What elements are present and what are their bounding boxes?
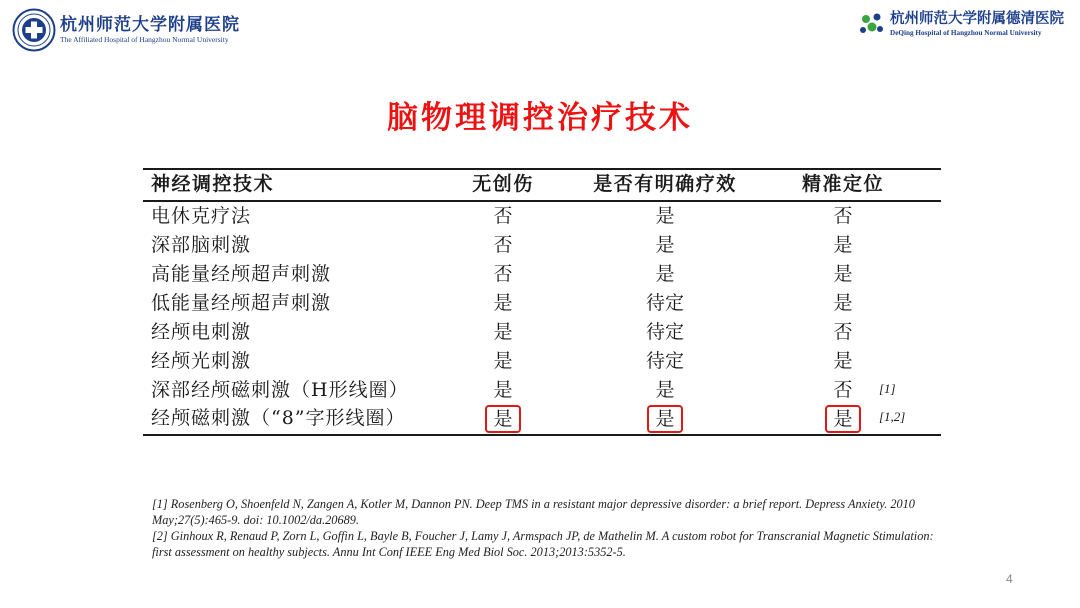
- table-row: [143, 318, 941, 347]
- precise-cell-wrapper: [793, 404, 893, 433]
- hospital-logo-right: [858, 10, 1064, 38]
- technique-cell: 经颅光刺激: [151, 350, 252, 372]
- precise-cell: 否: [833, 379, 853, 401]
- noninvasive-cell: 是: [493, 350, 513, 372]
- table-row: [143, 347, 941, 376]
- noninvasive-cell: 是: [493, 379, 513, 401]
- technique-cell: 高能量经颅超声刺激: [151, 263, 332, 285]
- precise-cell: 是: [833, 263, 853, 285]
- efficacy-cell: 是: [655, 379, 675, 401]
- table-row: [143, 202, 941, 231]
- efficacy-cell: 待定: [645, 321, 684, 343]
- technique-cell: 低能量经颅超声刺激: [151, 292, 332, 314]
- table-row: [143, 260, 941, 289]
- efficacy-cell: 待定: [645, 292, 684, 314]
- header-precise: 精准定位: [801, 173, 884, 195]
- noninvasive-cell: 否: [493, 234, 513, 256]
- technique-cell: 深部脑刺激: [151, 234, 252, 256]
- precise-cell: 是: [833, 350, 853, 372]
- hospital-emblem-icon: [12, 8, 56, 52]
- deqing-hospital-mark-icon: [858, 10, 886, 38]
- header-noninvasive: 无创伤: [472, 173, 534, 195]
- slide-title: 脑物理调控治疗技术: [387, 100, 693, 136]
- left-logo-english-name: The Affiliated Hospital of Hangzhou Normal University: [60, 35, 229, 44]
- table-row-highlighted: [143, 404, 941, 433]
- precise-cell: 否: [833, 205, 853, 227]
- header-efficacy: 是否有明确疗效: [593, 173, 737, 195]
- right-logo-chinese-name: 杭州师范大学附属德清医院: [890, 10, 1064, 27]
- header-technique: 神经调控技术: [151, 173, 275, 195]
- table-row: [143, 231, 941, 260]
- reference-1: [1] Rosenberg O, Shoenfeld N, Zangen A, Kotler M, Dannon PN. Deep TMS in a resistant major depressive disorder: a brief report. Depress Anxiety. 2010 May;27(5):465-9. doi: 10.1002/da.20689.: [152, 497, 915, 527]
- technique-cell: 深部经颅磁刺激（H形线圈）: [151, 379, 409, 401]
- citation-marker: [1,2]: [879, 409, 906, 424]
- noninvasive-cell: 是: [493, 292, 513, 314]
- efficacy-cell: 待定: [645, 350, 684, 372]
- technique-cell: 经颅电刺激: [151, 321, 252, 343]
- efficacy-cell: 是: [655, 263, 675, 285]
- precise-cell: 是: [833, 234, 853, 256]
- highlighted-efficacy-cell: 是: [647, 405, 682, 433]
- precise-cell: 是: [833, 292, 853, 314]
- technique-cell: 电休克疗法: [151, 205, 252, 227]
- table-bottom-rule: [143, 434, 941, 436]
- left-logo-chinese-name: 杭州师范大学附属医院: [60, 15, 240, 35]
- hospital-logo-left: [12, 8, 240, 52]
- precise-cell: 否: [833, 321, 853, 343]
- reference-2: [2] Ginhoux R, Renaud P, Zorn L, Goffin L, Bayle B, Foucher J, Lamy J, Armspach JP, de Mathelin M. A custom robot for Transcranial Magnetic Stimulation: first assessment on healthy subjects. Annu Int Conf IEEE Eng Med Biol Soc. 2013;2013:5352-5.: [152, 529, 934, 559]
- noninvasive-cell: 否: [493, 263, 513, 285]
- efficacy-cell-wrapper: [573, 404, 757, 433]
- efficacy-cell: 是: [655, 205, 675, 227]
- right-logo-english-name: DeQing Hospital of Hangzhou Normal University: [890, 28, 1042, 37]
- table-header-row: [143, 170, 941, 199]
- efficacy-cell: 是: [655, 234, 675, 256]
- table-row: [143, 289, 941, 318]
- table-row: [143, 376, 941, 405]
- page-number: 4: [1006, 572, 1013, 586]
- technique-cell: 经颅磁刺激（“8”字形线圈）: [151, 407, 406, 429]
- highlighted-noninvasive-cell: 是: [485, 405, 520, 433]
- noninvasive-cell: 是: [493, 321, 513, 343]
- noninvasive-cell: 否: [493, 205, 513, 227]
- references: [152, 496, 952, 560]
- noninvasive-cell-wrapper: [461, 404, 545, 433]
- highlighted-precise-cell: 是: [825, 405, 860, 433]
- citation-marker: [1]: [879, 381, 896, 396]
